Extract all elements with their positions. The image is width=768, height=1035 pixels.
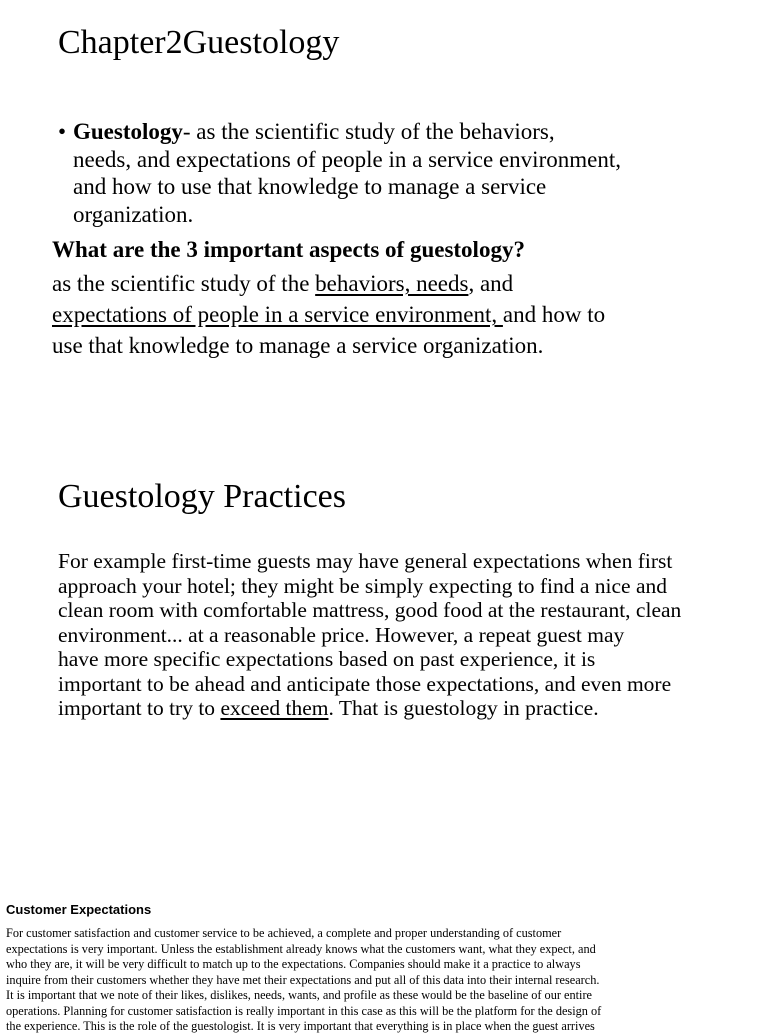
bullet-marker: • (58, 119, 67, 144)
practices-line: environment... at a reasonable price. However, a repeat guest may (58, 622, 625, 647)
practices-line: clean room with comfortable mattress, good food at the restaurant, clean (58, 598, 682, 622)
practices-line: For example first-time guests may have general expectations when first (58, 549, 673, 573)
practices-line: approach your hotel; they might be simply expecting to find a nice and (58, 573, 668, 598)
answer-text: as the scientific study of the (52, 271, 316, 296)
body-line: who they are, it will be very difficult to match up to the expectations. Companies should make it a practice to always (6, 957, 581, 971)
chapter-title: Chapter2Guestology (58, 24, 340, 61)
bullet-line-1 (58, 118, 718, 146)
answer-line-1 (52, 268, 742, 299)
answer-line-2 (52, 299, 742, 330)
bullet-line-2 (58, 146, 718, 174)
practices-title: Guestology Practices (58, 478, 346, 515)
bullet-text: needs, and expectations of people in a service environment, (73, 146, 621, 172)
customer-expectations-heading: Customer Expectations (6, 902, 152, 917)
bullet-term: Guestology (73, 119, 183, 144)
underlined-text: exceed them (220, 696, 329, 720)
practices-line: have more specific expectations based on past experience, it is (58, 647, 596, 671)
body-line: the experience. This is the role of the guestologist. It is very important that everything is in place when the guest arrives (6, 1019, 595, 1033)
underlined-text: behaviors, needs (315, 271, 469, 296)
practices-line-last (58, 696, 738, 721)
answer-text: , and (468, 271, 514, 296)
answer-paragraph (52, 268, 742, 361)
customer-expectations-body (6, 926, 762, 1035)
bullet-text: - as the scientific study of the behaviors, (182, 119, 555, 144)
body-line: It is important that we note of their likes, dislikes, needs, wants, and profile as these would be the baseline of our entire (6, 988, 592, 1002)
answer-text: and how to (502, 302, 606, 327)
bullet-line-3 (58, 173, 718, 201)
bullet-line-4 (58, 201, 718, 229)
question-heading: What are the 3 important aspects of guestology? (52, 237, 525, 262)
practices-paragraph (58, 549, 738, 721)
body-line: For customer satisfaction and customer service to be achieved, a complete and proper understanding of customer (6, 926, 562, 940)
practices-line: important to be ahead and anticipate those expectations, and even more (58, 671, 672, 696)
practices-text: . That is guestology in practice. (328, 696, 599, 720)
practices-text: important to try to (58, 696, 221, 720)
guestology-definition-bullet (58, 118, 718, 228)
body-line: operations. Planning for customer satisfaction is really important in this case as this will be the platform for the design of (6, 1003, 602, 1018)
underlined-text: expectations of people in a service environment, (52, 302, 503, 327)
answer-text: use that knowledge to manage a service organization. (52, 333, 544, 358)
bullet-text: and how to use that knowledge to manage a service (73, 174, 547, 199)
body-line: inquire from their customers whether they have met their expectations and put all of this data into their internal research. (6, 972, 600, 987)
bullet-text: organization. (73, 201, 194, 227)
body-line: expectations is very important. Unless the establishment already knows what the customers want, what they expect, and (6, 941, 596, 956)
answer-line-3 (52, 330, 742, 361)
